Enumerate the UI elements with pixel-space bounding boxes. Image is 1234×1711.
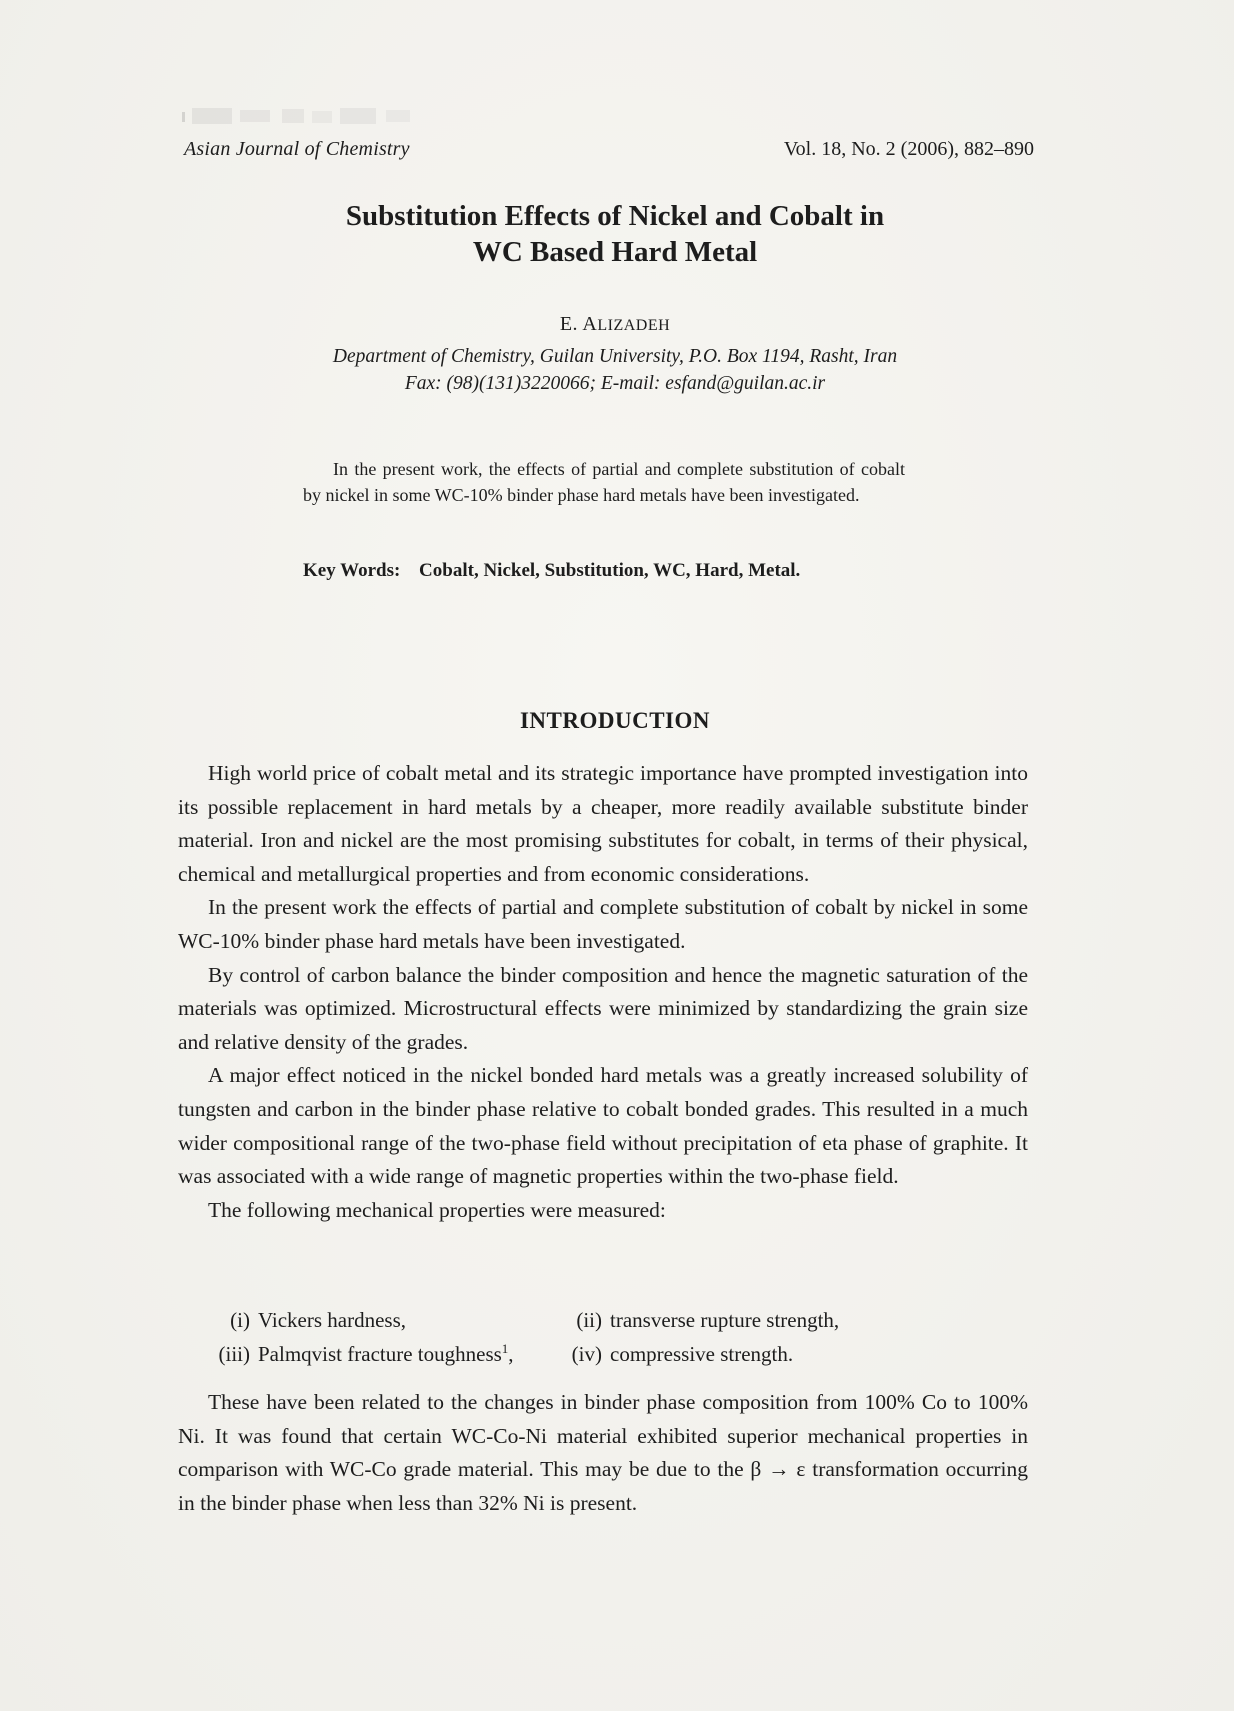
introduction-body bbox=[178, 757, 1028, 1227]
keywords-label: Key Words: bbox=[303, 560, 401, 581]
author-initial: E. A bbox=[559, 313, 598, 335]
list-item bbox=[200, 1303, 552, 1337]
abstract: In the present work, the effects of partial and complete substitution of cobalt by nickel in some WC-10% binder phase hard metals have been investigated. bbox=[303, 459, 905, 505]
faint-library-stamp bbox=[182, 104, 417, 130]
paragraph: A major effect noticed in the nickel bonded hard metals was a greatly increased solubility of tungsten and carbon in the binder phase relative to cobalt bonded grades. This resulted in a much wider compositional range of the two-phase field without precipitation of eta phase of graphite. It was associated with a wide range of magnetic properties within the two-phase field. bbox=[178, 1063, 1028, 1189]
affiliation bbox=[180, 343, 1050, 397]
list-item-text: transverse rupture strength, bbox=[610, 1308, 840, 1332]
properties-list bbox=[200, 1303, 1000, 1371]
title-line-1: Substitution Effects of Nickel and Cobalt in bbox=[345, 200, 885, 232]
list-item-number: (iv) bbox=[571, 1342, 602, 1366]
paragraph: High world price of cobalt metal and its strategic importance have prompted investigation into its possible replacement in hard metals by a cheaper, more readily available substitute binder material. Iron and nickel are the most promising substitutes for cobalt, in terms of their physical, chemical and metallurgical properties and from economic considerations. bbox=[178, 761, 1028, 886]
list-item bbox=[552, 1303, 839, 1337]
list-item bbox=[200, 1337, 552, 1371]
keywords-values: Cobalt, Nickel, Substitution, WC, Hard, Metal. bbox=[419, 560, 801, 581]
list-row bbox=[200, 1337, 1000, 1371]
list-item-number: (i) bbox=[230, 1308, 250, 1332]
list-item-text: compressive strength. bbox=[610, 1342, 794, 1366]
affiliation-line-2: Fax: (98)(131)3220066; E-mail: esfand@guilan.ac.ir bbox=[404, 373, 826, 394]
volume-info: Vol. 18, No. 2 (2006), 882–890 bbox=[783, 138, 1034, 160]
list-item-text: Vickers hardness, bbox=[258, 1308, 407, 1332]
author-surname-rest: LIZADEH bbox=[597, 317, 671, 334]
paragraph: The following mechanical properties were measured: bbox=[208, 1197, 666, 1222]
list-item bbox=[552, 1337, 793, 1371]
footnote-ref[interactable]: 1 bbox=[501, 1341, 509, 1356]
paragraph: These have been related to the changes in binder phase composition from 100% Co to 100% Ni. It was found that certain WC-Co-Ni material exhibited superior mechanical properties in comparison with WC-Co grade material. This may be due to the β → ε transformation occurring in the binder phase when less than 32% Ni is present. bbox=[178, 1390, 1028, 1515]
list-item-text: Palmqvist fracture toughness bbox=[258, 1342, 502, 1366]
closing-paragraph-block bbox=[178, 1386, 1028, 1520]
list-item-number: (ii) bbox=[576, 1308, 602, 1332]
title-line-2: WC Based Hard Metal bbox=[472, 236, 758, 268]
paragraph: By control of carbon balance the binder composition and hence the magnetic saturation of the materials was optimized. Microstructural effects were minimized by standardizing the grain size and relative density of the grades. bbox=[178, 962, 1028, 1054]
paper-title bbox=[180, 198, 1050, 270]
list-item-tail: , bbox=[508, 1342, 514, 1366]
paragraph: In the present work the effects of partial and complete substitution of cobalt by nickel in some WC-10% binder phase hard metals have been investigated. bbox=[178, 895, 1028, 953]
author-name bbox=[180, 313, 1050, 336]
journal-name: Asian Journal of Chemistry bbox=[184, 138, 410, 160]
list-item-number: (iii) bbox=[218, 1342, 250, 1366]
keywords bbox=[303, 560, 923, 582]
introduction-heading: INTRODUCTION bbox=[519, 708, 711, 733]
affiliation-line-1: Department of Chemistry, Guilan University, P.O. Box 1194, Rasht, Iran bbox=[332, 346, 898, 367]
list-row bbox=[200, 1303, 1000, 1337]
